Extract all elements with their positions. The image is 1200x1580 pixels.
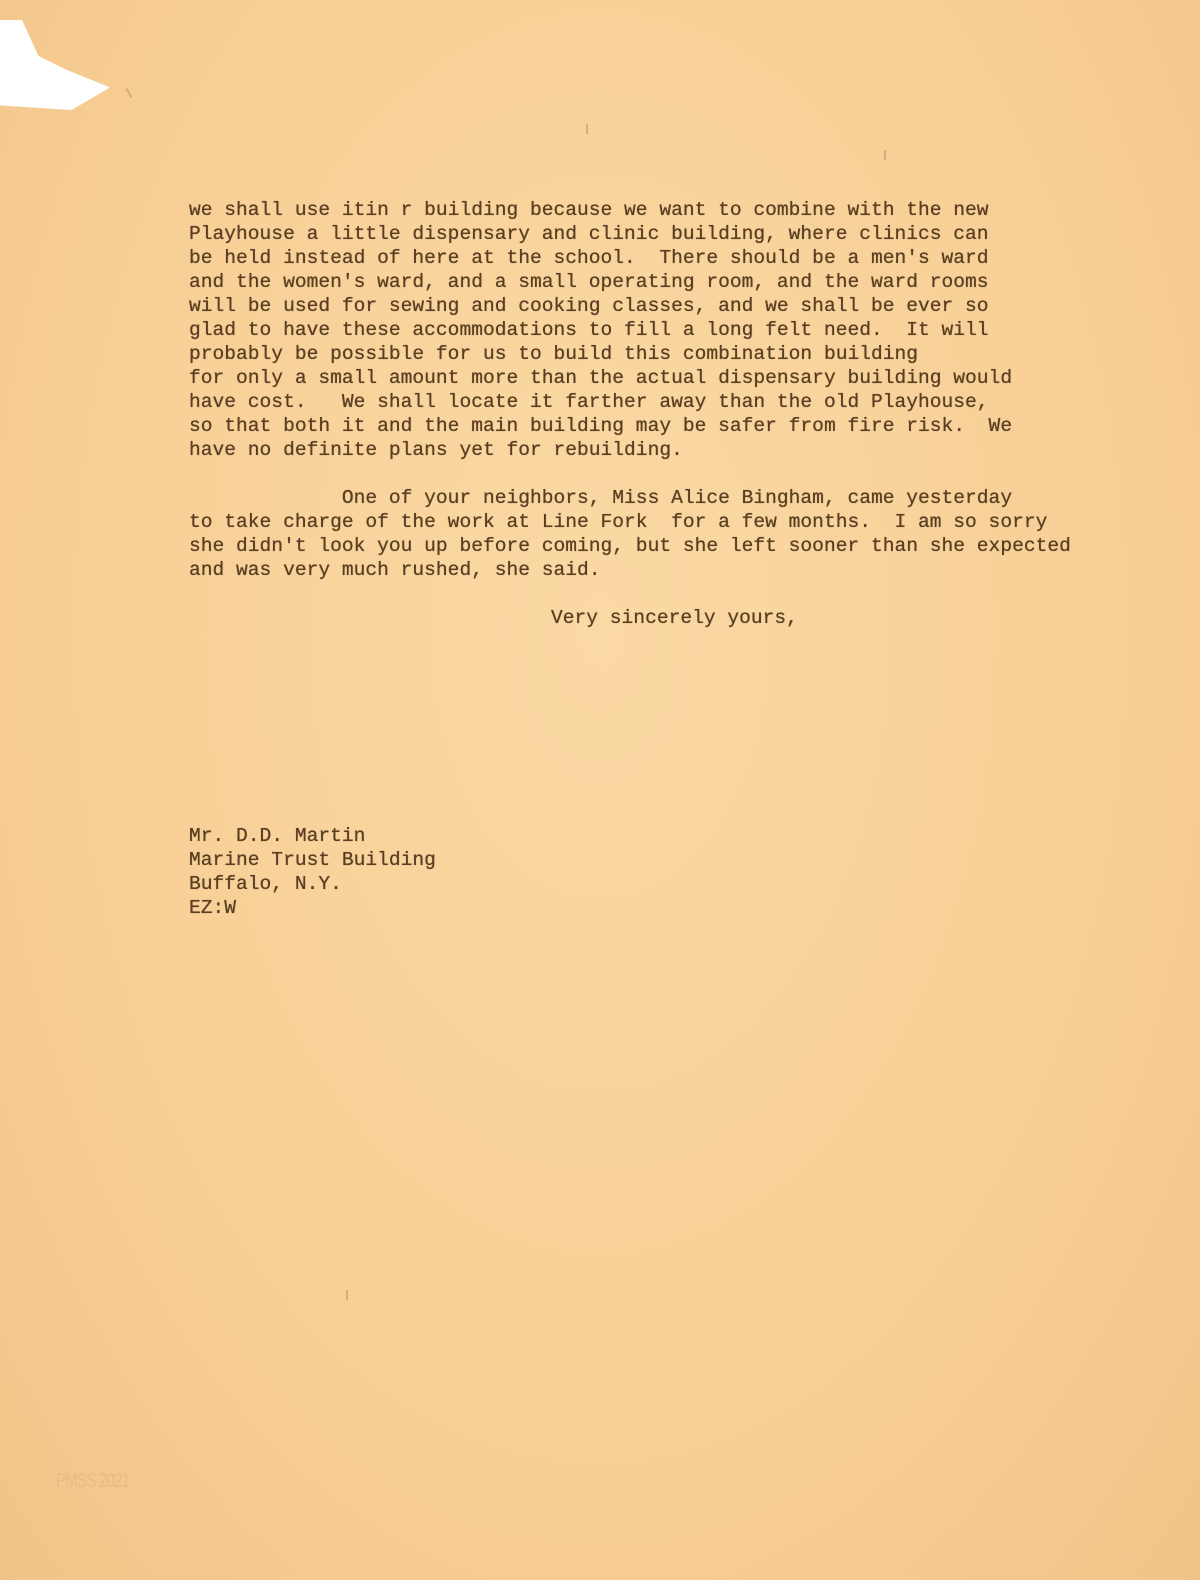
paragraph2-line: and was very much rushed, she said. <box>189 559 601 581</box>
address-line: Mr. D.D. Martin <box>189 825 366 847</box>
paragraph1-line: glad to have these accommodations to fill a long felt need. It will <box>189 319 989 341</box>
paper-fleck <box>586 124 588 134</box>
address-line: Marine Trust Building <box>189 849 436 871</box>
paragraph2-line: she didn't look you up before coming, but she left sooner than she expected <box>189 535 1071 557</box>
paper-fleck <box>346 1290 348 1300</box>
torn-corner <box>0 20 110 110</box>
paper-fleck <box>126 88 133 98</box>
address-line: Buffalo, N.Y. <box>189 873 342 895</box>
paragraph1-line: probably be possible for us to build this combination building <box>189 343 919 365</box>
paragraph2-line: to take charge of the work at Line Fork for a few months. I am so sorry <box>189 511 1048 533</box>
paragraph2-line: One of your neighbors, Miss Alice Bingham, came yesterday <box>189 487 1013 509</box>
paragraph1-line: for only a small amount more than the actual dispensary building would <box>189 367 1013 389</box>
paragraph1-line: have no definite plans yet for rebuilding. <box>189 439 683 461</box>
paragraph1-line: we shall use itin r building because we want to combine with the new <box>189 199 989 221</box>
paragraph1-line: have cost. We shall locate it farther away than the old Playhouse, <box>189 391 989 413</box>
closing: Very sincerely yours, <box>551 607 798 629</box>
paragraph1-line: so that both it and the main building may be safer from fire risk. We <box>189 415 1013 437</box>
paragraph1-line: be held instead of here at the school. There should be a men's ward <box>189 247 989 269</box>
paragraph1-line: Playhouse a little dispensary and clinic building, where clinics can <box>189 223 989 245</box>
typist-initials: EZ:W <box>189 897 237 919</box>
paragraph1-line: and the women's ward, and a small operating room, and the ward rooms <box>189 271 989 293</box>
paragraph1-line: will be used for sewing and cooking classes, and we shall be ever so <box>189 295 989 317</box>
paper-fleck <box>884 150 886 160</box>
archive-watermark: PMSS 2021 <box>56 1470 130 1492</box>
